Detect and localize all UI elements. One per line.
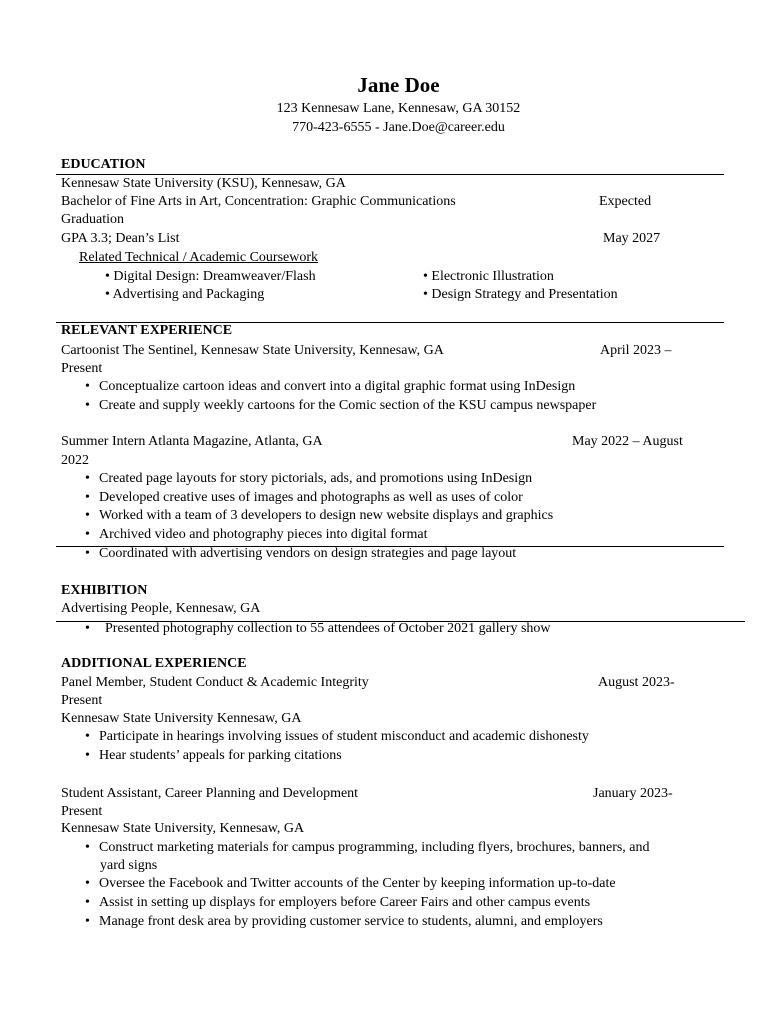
education-school: Kennesaw State University (KSU), Kennesaw, GA [61, 176, 346, 191]
job-org: Kennesaw State University, Kennesaw, GA [61, 821, 305, 836]
bullet-item: • Oversee the Facebook and Twitter accounts of the Center by keeping information up-to-date [85, 876, 616, 891]
job-date-cont: Present [61, 361, 103, 376]
exhibition-venue: Advertising People, Kennesaw, GA [61, 601, 261, 616]
resume-name: Jane Doe [357, 73, 440, 97]
job-title: Cartoonist The Sentinel, Kennesaw State University, Kennesaw, GA [61, 343, 444, 358]
bullet-item: • Manage front desk area by providing customer service to students, alumni, and employers [85, 914, 603, 929]
coursework-item: • Electronic Illustration [423, 269, 554, 284]
bullet-item: • Presented photography collection to 55 attendees of October 2021 gallery show [85, 621, 551, 636]
job-date: January 2023- [593, 786, 673, 801]
job-title: Summer Intern Atlanta Magazine, Atlanta, GA [61, 434, 323, 449]
exhibition-heading: EXHIBITION [61, 583, 148, 598]
experience-heading: RELEVANT EXPERIENCE [61, 323, 233, 338]
additional-heading: ADDITIONAL EXPERIENCE [61, 656, 247, 671]
bullet-item: • Conceptualize cartoon ideas and convert into a digital graphic format using InDesign [85, 379, 576, 394]
job-date: April 2023 – [600, 343, 672, 358]
job-title: Panel Member, Student Conduct & Academic Integrity [61, 675, 369, 690]
bullet-item-cont: yard signs [100, 858, 158, 873]
education-gpa: GPA 3.3; Dean’s List [61, 231, 180, 246]
contact-line: 770-423-6555 - Jane.Doe@career.edu [292, 120, 505, 135]
job-org: Kennesaw State University Kennesaw, GA [61, 711, 302, 726]
bullet-item: • Coordinated with advertising vendors on design strategies and page layout [85, 546, 517, 561]
coursework-title: Related Technical / Academic Coursework [79, 250, 319, 265]
bullet-item: • Participate in hearings involving issues of student misconduct and academic dishonesty [85, 729, 589, 744]
job-title: Student Assistant, Career Planning and Development [61, 786, 359, 801]
education-date: May 2027 [603, 231, 661, 246]
education-graduation: Graduation [61, 212, 124, 227]
bullet-item: • Create and supply weekly cartoons for the Comic section of the KSU campus newspaper [85, 398, 597, 413]
job-date: May 2022 – August [572, 434, 683, 449]
job-date-cont: 2022 [61, 453, 89, 468]
coursework-item: • Design Strategy and Presentation [423, 287, 618, 302]
bullet-item: • Developed creative uses of images and photographs as well as uses of color [85, 490, 523, 505]
job-date-cont: Present [61, 693, 103, 708]
bullet-item: • Worked with a team of 3 developers to design new website displays and graphics [85, 508, 554, 523]
bullet-item: • Construct marketing materials for campus programming, including flyers, brochures, banners, and [85, 840, 650, 855]
bullet-item: • Hear students’ appeals for parking citations [85, 748, 342, 763]
bullet-item: • Assist in setting up displays for employers before Career Fairs and other campus events [85, 895, 591, 910]
education-degree: Bachelor of Fine Arts in Art, Concentration: Graphic Communications [61, 194, 456, 209]
education-expected: Expected [599, 194, 652, 209]
coursework-item: • Digital Design: Dreamweaver/Flash [105, 269, 316, 284]
bullet-item: • Created page layouts for story pictorials, ads, and promotions using InDesign [85, 471, 533, 486]
address-line: 123 Kennesaw Lane, Kennesaw, GA 30152 [276, 101, 521, 116]
bullet-item: • Archived video and photography pieces into digital format [85, 527, 428, 542]
job-date-cont: Present [61, 804, 103, 819]
education-heading: EDUCATION [61, 157, 146, 172]
coursework-item: • Advertising and Packaging [105, 287, 265, 302]
job-date: August 2023- [598, 675, 675, 690]
